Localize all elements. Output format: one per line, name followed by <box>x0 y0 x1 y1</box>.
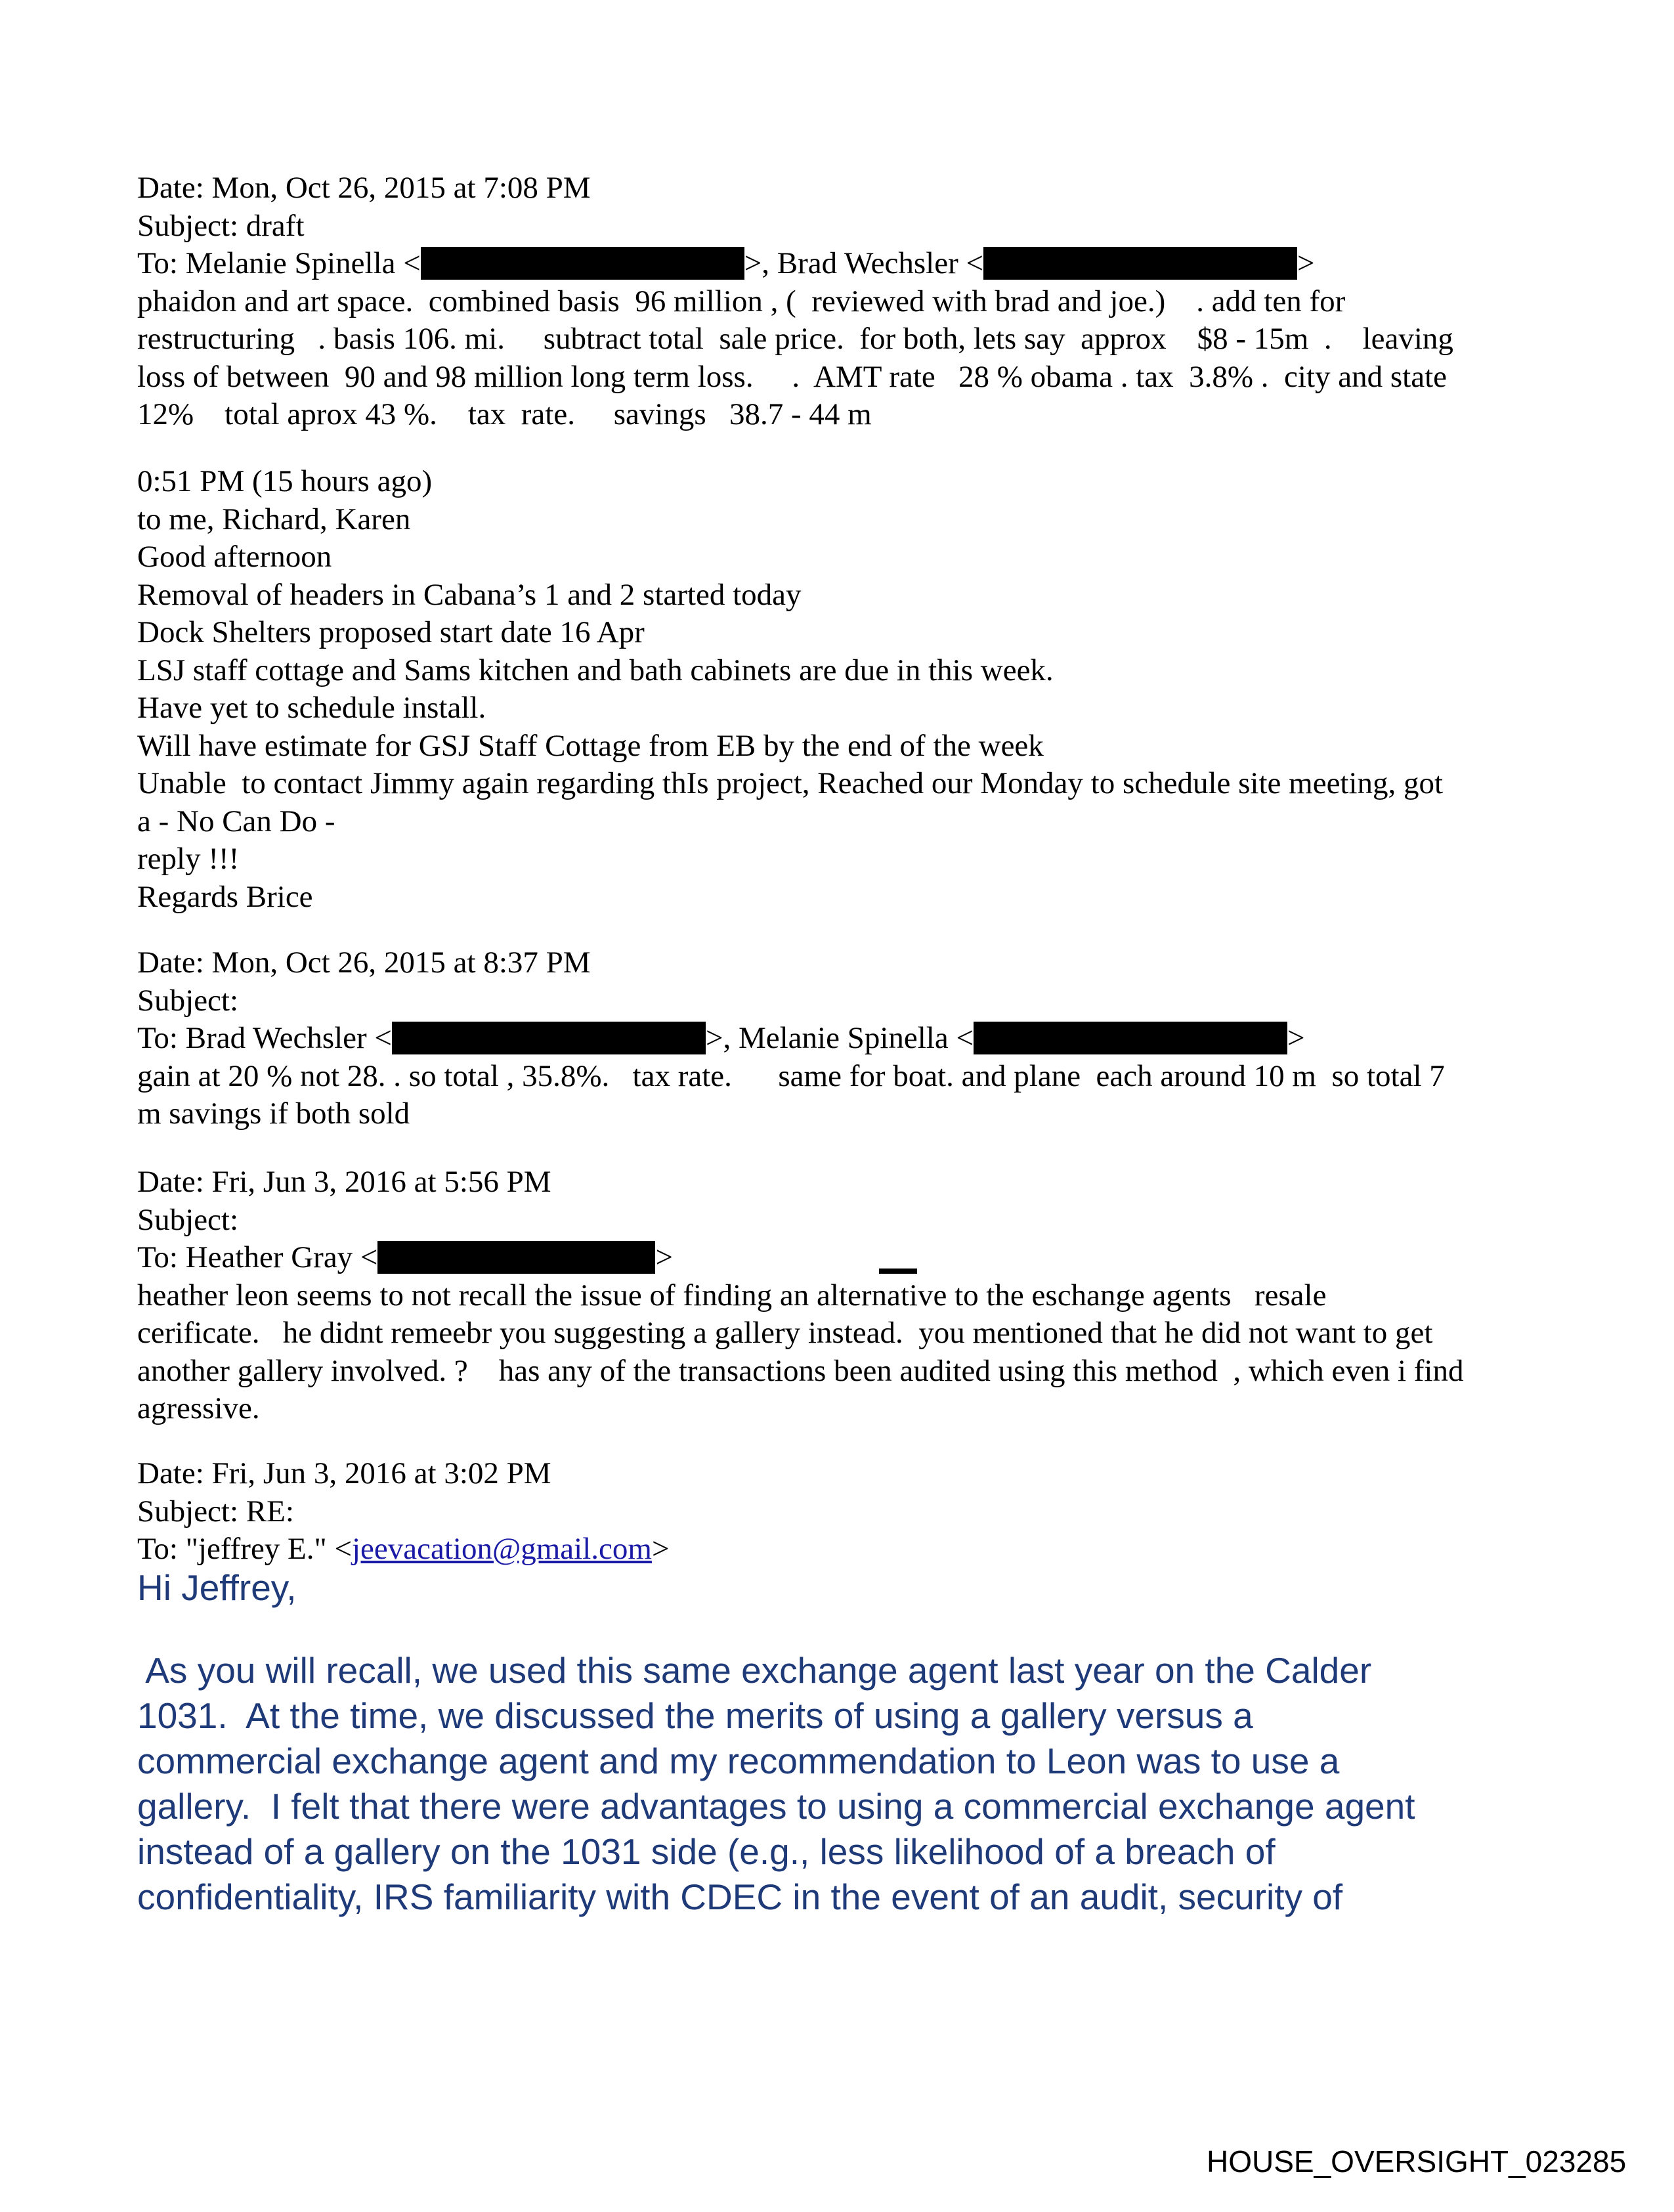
redaction-bar <box>377 1241 655 1274</box>
email-1-subject: Subject: draft <box>137 208 305 243</box>
email-1-body-line: loss of between 90 and 98 million long term loss. . AMT rate 28 % obama . tax 3.8% . city and state <box>137 359 1447 394</box>
email-2-line: Regards Brice <box>137 879 313 914</box>
email-5-header <box>137 1455 1535 1569</box>
email-4-body-line: heather leon seems to not recall the issue of finding an alternative to the eschange agents resale <box>137 1278 1327 1312</box>
email-1 <box>137 169 1535 434</box>
email-5-body <box>137 1648 1535 1920</box>
email-5-date: Date: Fri, Jun 3, 2016 at 3:02 PM <box>137 1456 551 1490</box>
email-2-line: Unable to contact Jimmy again regarding thIs project, Reached our Monday to schedule site meeting, got <box>137 766 1444 800</box>
stray-mark <box>879 1269 917 1274</box>
email-2-line: Have yet to schedule install. <box>137 691 486 725</box>
email-5-body-line: confidentiality, IRS familiarity with CDEC in the event of an audit, security of <box>137 1876 1343 1917</box>
email-5-body-line: 1031. At the time, we discussed the merits of using a gallery versus a <box>137 1695 1253 1736</box>
email-2-line: Good afternoon <box>137 540 332 574</box>
email-2-line: Removal of headers in Cabana’s 1 and 2 started today <box>137 577 802 612</box>
email-4-body-line: cerificate. he didnt remeebr you suggesting a gallery instead. you mentioned that he did not want to get <box>137 1316 1433 1350</box>
redaction-bar <box>974 1022 1287 1054</box>
email-4-date: Date: Fri, Jun 3, 2016 at 5:56 PM <box>137 1165 551 1199</box>
email-1-body-line: restructuring . basis 106. mi. subtract total sale price. for both, lets say approx $8 - 15m . leaving <box>137 322 1453 356</box>
email-2-line: Dock Shelters proposed start date 16 Apr <box>137 615 645 649</box>
redaction-bar <box>392 1022 706 1054</box>
email-2-line: to me, Richard, Karen <box>137 502 411 536</box>
email-1-date: Date: Mon, Oct 26, 2015 at 7:08 PM <box>137 171 591 205</box>
email-5-subject: Subject: RE: <box>137 1494 294 1529</box>
email-2-line: 0:51 PM (15 hours ago) <box>137 464 433 498</box>
redaction-bar <box>421 247 744 280</box>
email-2 <box>137 463 1535 916</box>
email-5-to: To: "jeffrey E." <jeevacation@gmail.com> <box>137 1532 670 1566</box>
email-3-date: Date: Mon, Oct 26, 2015 at 8:37 PM <box>137 945 591 980</box>
email-3-to: To: Brad Wechsler < >, Melanie Spinella < > <box>137 1021 1305 1055</box>
redaction-bar <box>983 247 1297 280</box>
email-5-body-line: As you will recall, we used this same exchange agent last year on the Calder <box>137 1650 1372 1691</box>
email-3-body-line: gain at 20 % not 28. . so total , 35.8%. tax rate. same for boat. and plane each around 10 m so total 7 <box>137 1058 1445 1093</box>
email-3-body-line: m savings if both sold <box>137 1096 410 1131</box>
email-5-body-line: instead of a gallery on the 1031 side (e.g., less likelihood of a breach of <box>137 1831 1276 1872</box>
email-3-subject: Subject: <box>137 983 239 1018</box>
email-1-body-line: 12% total aprox 43 %. tax rate. savings 38.7 - 44 m <box>137 397 872 431</box>
email-2-line: LSJ staff cottage and Sams kitchen and bath cabinets are due in this week. <box>137 653 1054 687</box>
email-link[interactable]: jeevacation@gmail.com <box>351 1532 652 1566</box>
email-1-to: To: Melanie Spinella < >, Brad Wechsler < > <box>137 246 1315 280</box>
email-4-to: To: Heather Gray < > <box>137 1240 673 1274</box>
email-4-body-line: agressive. <box>137 1391 260 1425</box>
email-2-line: a - No Can Do - <box>137 804 335 838</box>
bates-number: HOUSE_OVERSIGHT_023285 <box>1207 2144 1627 2179</box>
email-2-line: reply !!! <box>137 842 240 876</box>
email-5-greeting <box>137 1565 1535 1611</box>
email-5-greeting-text: Hi Jeffrey, <box>137 1567 297 1608</box>
email-3 <box>137 944 1535 1133</box>
email-4-subject: Subject: <box>137 1202 239 1237</box>
email-4 <box>137 1163 1535 1428</box>
email-1-body-line: phaidon and art space. combined basis 96 million , ( reviewed with brad and joe.) . add ten for <box>137 284 1346 318</box>
email-4-body-line: another gallery involved. ? has any of the transactions been audited using this method , which even i find <box>137 1353 1464 1388</box>
email-5-body-line: commercial exchange agent and my recommendation to Leon was to use a <box>137 1741 1340 1781</box>
email-5-body-line: gallery. I felt that there were advantages to using a commercial exchange agent <box>137 1786 1415 1827</box>
email-2-line: Will have estimate for GSJ Staff Cottage from EB by the end of the week <box>137 728 1044 763</box>
